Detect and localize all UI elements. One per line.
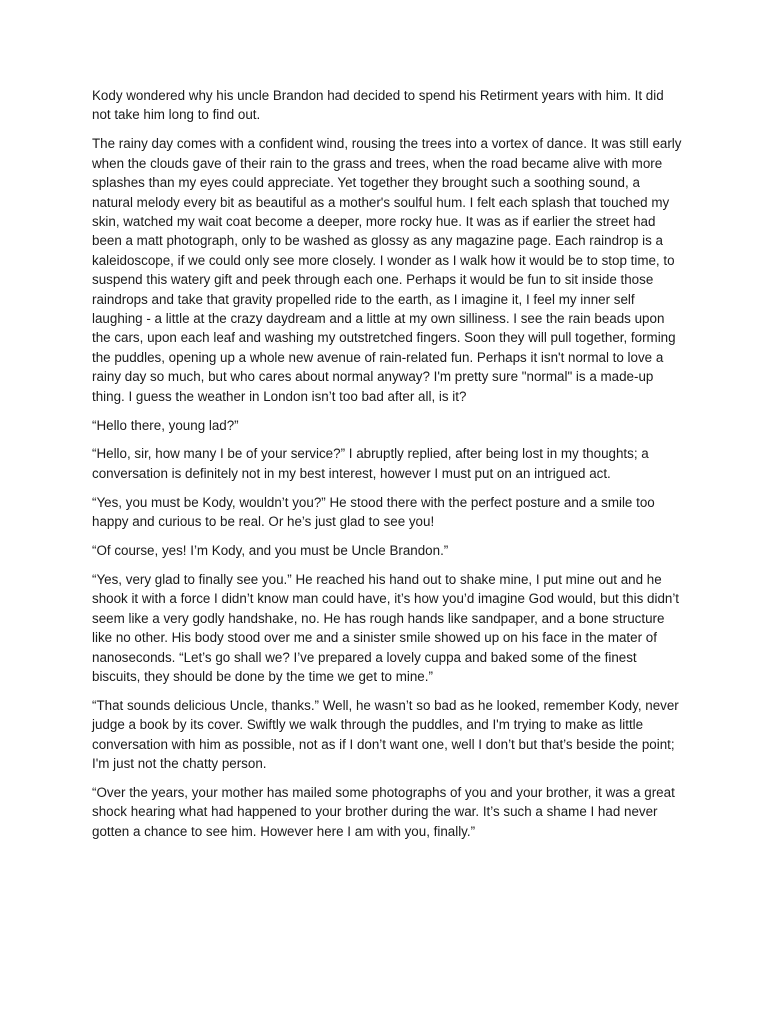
paragraph-intro: Kody wondered why his uncle Brandon had decided to spend his Retirment years with him. It did not take him long to find out.	[92, 88, 664, 123]
paragraph-you-must-be-kody: “Yes, you must be Kody, wouldn’t you?” He stood there with the perfect posture and a smile too happy and curious to be real. Or he’s just glad to see you!	[92, 494, 655, 530]
paragraph-over-the-years: “Over the years, your mother has mailed some photographs of you and your brother, it was a great shock hearing what had happened to your brother during the war. It’s such a shame I had never gotten a chance to see him. However here I am with you, finally.”	[92, 785, 675, 839]
paragraph-of-course: “Of course, yes! I’m Kody, and you must be Uncle Brandon.”	[92, 543, 449, 559]
paragraph-sounds-delicious: “That sounds delicious Uncle, thanks.” Well, he wasn’t so bad as he looked, remember Kody, never judge a book by its cover. Swiftly we walk through the puddles, and I'm trying to make as little conversation with him as possible, not as if I don’t want one, well I don’t but that’s beside the point; I'm just not the chatty person.	[92, 697, 679, 772]
paragraph-handshake: “Yes, very glad to finally see you.” He reached his hand out to shake mine, I put mine out and he shook it with a force I didn’t know man could have, it’s how you’d imagine God would, but this didn’t seem like a very godly handshake, no. He has rough hands like sandpaper, and a bone structure like no other. His body stood over me and a sinister smile showed up on his face in the mater of nanoseconds. “Let’s go shall we? I’ve prepared a lovely cuppa and baked some of the finest biscuits, they should be done by the time we get to mine.”	[92, 571, 680, 684]
paragraph-hello-there: “Hello there, young lad?”	[92, 417, 239, 433]
paragraph-rainy-day: The rainy day comes with a confident wind, rousing the trees into a vortex of dance. It was still early when the clouds gave of their rain to the grass and trees, when the road became alive with more splashes than my eyes could appreciate. Yet together they brought such a soothing sound, a natural melody every bit as beautiful as a mother's soulful hum. I felt each splash that touched my skin, watched my wait coat become a deeper, more rocky hue. It was as if earlier the street had been a matt photograph, only to be washed as glossy as any magazine page. Each raindrop is a kaleidoscope, if we could only see more closely. I wonder as I walk how it would be to stop time, to suspend this watery gift and peek through each one. Perhaps it would be fun to sit inside those raindrops and take that gravity propelled ride to the earth, as I imagine it, I feel my inner self laughing - a little at the crazy daydream and a little at my own silliness. I see the rain beads upon the cars, upon each leaf and washing my outstretched fingers. Soon they will pull together, forming the puddles, opening up a whole new avenue of rain-related fun. Perhaps it isn't normal to love a rainy day so much, but who cares about normal anyway? I'm pretty sure "normal" is a made-up thing. I guess the weather in London isn’t too bad after all, is it?	[92, 136, 682, 404]
paragraph-hello-sir: “Hello, sir, how many I be of your service?” I abruptly replied, after being lost in my thoughts; a conversation is definitely not in my best interest, however I must put on an intrigued act.	[92, 446, 649, 481]
document-body	[92, 86, 682, 851]
